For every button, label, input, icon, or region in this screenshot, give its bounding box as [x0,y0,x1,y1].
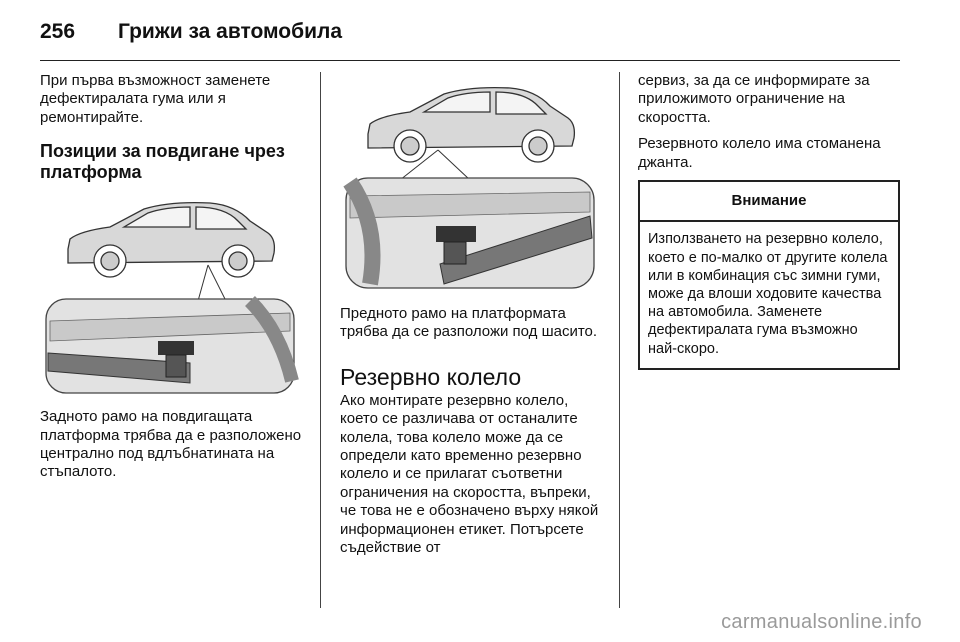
column-divider-1 [320,72,321,608]
page-header [40,20,342,46]
warning-text: Използването на резервно колело, което е по-малко от другите колела или в комбинация със зимни гуми, може да влоши ходовите качества на автомобила. Заменете дефектиралата гума възможно най-скоро. [648,231,888,357]
section-heading-lift-points: Позиции за повдигане чрез платформа [40,141,285,183]
section-heading-spare-wheel: Резервно колело [340,363,522,390]
hatchback-car-drawing [68,203,274,277]
column-1 [40,72,306,490]
front-lift-arm-illustration [340,76,602,291]
warning-box [638,180,900,370]
continuation-paragraph: сервиз, за да се информирате за приложимото ограничение на скоростта. [638,72,870,126]
intro-paragraph: При първа възможност заменете дефектиралата гума или я ремонтирайте. [40,72,271,126]
page-number: 256 [40,20,76,43]
column-3 [638,72,904,370]
front-arm-caption: Предното рамо на платформата трябва да се разположи под шасито. [340,305,598,341]
watermark: carmanualsonline.info [721,611,922,633]
page-title: Грижи за автомобила [118,20,343,43]
rear-arm-caption: Задното рамо на повдигащата платформа трябва да е разположено централно под вдлъбнатината на стъпалото. [40,408,302,481]
warning-title: Внимание [640,182,898,222]
column-2 [340,72,606,565]
column-divider-2 [619,72,620,608]
spare-wheel-paragraph: Ако монтирате резервно колело, което се различава от останалите колела, това колело може да се определи като временно резервно колело и се прилагат съответни ограничения на скоростта, въпреки, че това не е обозначено върху някой информационен етикет. Потърсете съдействие от [340,391,599,557]
hatchback-car-drawing [368,88,574,162]
header-rule [40,60,900,61]
steel-rim-paragraph: Резервното колело има стоманена джанта. [638,135,881,171]
rear-lift-arm-illustration [40,191,302,396]
